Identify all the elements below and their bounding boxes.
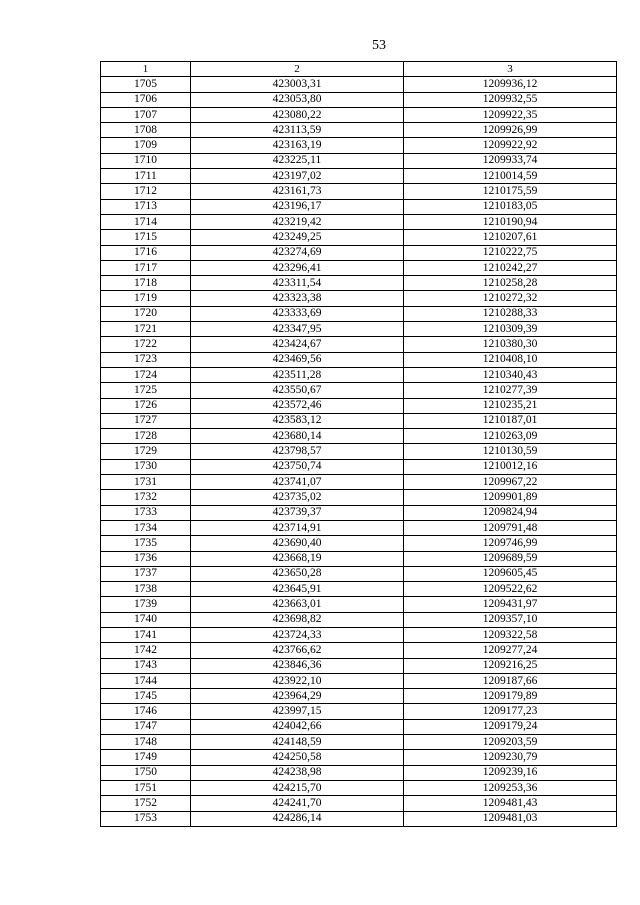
point-number-cell: 1727 [101, 413, 191, 428]
x-coordinate-cell: 423798,57 [191, 444, 404, 459]
point-number-cell: 1720 [101, 306, 191, 321]
x-coordinate-cell: 423311,54 [191, 276, 404, 291]
y-coordinate-cell: 1209179,24 [404, 719, 617, 734]
x-coordinate-cell: 423424,67 [191, 337, 404, 352]
y-coordinate-cell: 1209431,97 [404, 597, 617, 612]
point-number-cell: 1729 [101, 444, 191, 459]
table-row [101, 765, 617, 780]
x-coordinate-cell: 423249,25 [191, 230, 404, 245]
y-coordinate-cell: 1209933,74 [404, 153, 617, 168]
y-coordinate-cell: 1210130,59 [404, 444, 617, 459]
table-row [101, 475, 617, 490]
y-coordinate-cell: 1209322,58 [404, 627, 617, 642]
table-header-row [101, 62, 617, 77]
point-number-cell: 1717 [101, 260, 191, 275]
y-coordinate-cell: 1209177,23 [404, 704, 617, 719]
y-coordinate-cell: 1210222,75 [404, 245, 617, 260]
table-row [101, 643, 617, 658]
y-coordinate-cell: 1209901,89 [404, 490, 617, 505]
x-coordinate-cell: 423724,33 [191, 627, 404, 642]
column-header: 1 [101, 62, 191, 77]
point-number-cell: 1740 [101, 612, 191, 627]
table-row [101, 77, 617, 92]
table-row [101, 138, 617, 153]
x-coordinate-cell: 423163,19 [191, 138, 404, 153]
point-number-cell: 1735 [101, 536, 191, 551]
y-coordinate-cell: 1209481,03 [404, 811, 617, 826]
table-row [101, 490, 617, 505]
x-coordinate-cell: 423964,29 [191, 689, 404, 704]
y-coordinate-cell: 1210190,94 [404, 214, 617, 229]
y-coordinate-cell: 1209824,94 [404, 505, 617, 520]
y-coordinate-cell: 1210175,59 [404, 184, 617, 199]
table-row [101, 689, 617, 704]
point-number-cell: 1730 [101, 459, 191, 474]
y-coordinate-cell: 1209481,43 [404, 796, 617, 811]
x-coordinate-cell: 423161,73 [191, 184, 404, 199]
x-coordinate-cell: 423003,31 [191, 77, 404, 92]
y-coordinate-cell: 1210187,01 [404, 413, 617, 428]
table-row [101, 566, 617, 581]
y-coordinate-cell: 1210263,09 [404, 429, 617, 444]
x-coordinate-cell: 423274,69 [191, 245, 404, 260]
y-coordinate-cell: 1209922,92 [404, 138, 617, 153]
table-row [101, 107, 617, 122]
y-coordinate-cell: 1210014,59 [404, 169, 617, 184]
table-row [101, 184, 617, 199]
y-coordinate-cell: 1210340,43 [404, 367, 617, 382]
x-coordinate-cell: 423690,40 [191, 536, 404, 551]
point-number-cell: 1731 [101, 475, 191, 490]
x-coordinate-cell: 423766,62 [191, 643, 404, 658]
point-number-cell: 1721 [101, 322, 191, 337]
table-row [101, 811, 617, 826]
table-row [101, 780, 617, 795]
point-number-cell: 1752 [101, 796, 191, 811]
x-coordinate-cell: 424215,70 [191, 780, 404, 795]
x-coordinate-cell: 423741,07 [191, 475, 404, 490]
table-row [101, 245, 617, 260]
point-number-cell: 1712 [101, 184, 191, 199]
x-coordinate-cell: 423997,15 [191, 704, 404, 719]
y-coordinate-cell: 1209522,62 [404, 582, 617, 597]
y-coordinate-cell: 1210408,10 [404, 352, 617, 367]
table-row [101, 214, 617, 229]
y-coordinate-cell: 1209239,16 [404, 765, 617, 780]
x-coordinate-cell: 423323,38 [191, 291, 404, 306]
x-coordinate-cell: 424250,58 [191, 750, 404, 765]
y-coordinate-cell: 1209230,79 [404, 750, 617, 765]
point-number-cell: 1711 [101, 169, 191, 184]
table-row [101, 735, 617, 750]
x-coordinate-cell: 423225,11 [191, 153, 404, 168]
table-row [101, 582, 617, 597]
x-coordinate-cell: 423333,69 [191, 306, 404, 321]
y-coordinate-cell: 1210012,16 [404, 459, 617, 474]
point-number-cell: 1726 [101, 398, 191, 413]
column-header: 3 [404, 62, 617, 77]
point-number-cell: 1732 [101, 490, 191, 505]
point-number-cell: 1741 [101, 627, 191, 642]
point-number-cell: 1708 [101, 123, 191, 138]
table-row [101, 719, 617, 734]
x-coordinate-cell: 423053,80 [191, 92, 404, 107]
table-row [101, 658, 617, 673]
y-coordinate-cell: 1210288,33 [404, 306, 617, 321]
y-coordinate-cell: 1209926,99 [404, 123, 617, 138]
x-coordinate-cell: 423650,28 [191, 566, 404, 581]
x-coordinate-cell: 423572,46 [191, 398, 404, 413]
table-row [101, 199, 617, 214]
x-coordinate-cell: 423347,95 [191, 322, 404, 337]
table-row [101, 505, 617, 520]
point-number-cell: 1722 [101, 337, 191, 352]
x-coordinate-cell: 423550,67 [191, 383, 404, 398]
y-coordinate-cell: 1209253,36 [404, 780, 617, 795]
table-row [101, 413, 617, 428]
point-number-cell: 1745 [101, 689, 191, 704]
y-coordinate-cell: 1210277,39 [404, 383, 617, 398]
y-coordinate-cell: 1209791,48 [404, 520, 617, 535]
point-number-cell: 1707 [101, 107, 191, 122]
table-row [101, 444, 617, 459]
y-coordinate-cell: 1209187,66 [404, 673, 617, 688]
table-row [101, 230, 617, 245]
table-row [101, 398, 617, 413]
point-number-cell: 1706 [101, 92, 191, 107]
point-number-cell: 1749 [101, 750, 191, 765]
y-coordinate-cell: 1210183,05 [404, 199, 617, 214]
point-number-cell: 1737 [101, 566, 191, 581]
point-number-cell: 1751 [101, 780, 191, 795]
table-row [101, 92, 617, 107]
point-number-cell: 1744 [101, 673, 191, 688]
x-coordinate-cell: 423219,42 [191, 214, 404, 229]
point-number-cell: 1719 [101, 291, 191, 306]
point-number-cell: 1743 [101, 658, 191, 673]
table-body [101, 77, 617, 827]
x-coordinate-cell: 423113,59 [191, 123, 404, 138]
y-coordinate-cell: 1209746,99 [404, 536, 617, 551]
x-coordinate-cell: 424148,59 [191, 735, 404, 750]
table-row [101, 536, 617, 551]
point-number-cell: 1709 [101, 138, 191, 153]
y-coordinate-cell: 1210380,30 [404, 337, 617, 352]
y-coordinate-cell: 1210207,61 [404, 230, 617, 245]
x-coordinate-cell: 423680,14 [191, 429, 404, 444]
y-coordinate-cell: 1209216,25 [404, 658, 617, 673]
table-row [101, 322, 617, 337]
coordinates-table [100, 61, 617, 827]
y-coordinate-cell: 1210235,21 [404, 398, 617, 413]
table-row [101, 459, 617, 474]
point-number-cell: 1728 [101, 429, 191, 444]
x-coordinate-cell: 423698,82 [191, 612, 404, 627]
point-number-cell: 1714 [101, 214, 191, 229]
x-coordinate-cell: 423663,01 [191, 597, 404, 612]
y-coordinate-cell: 1210242,27 [404, 260, 617, 275]
point-number-cell: 1705 [101, 77, 191, 92]
x-coordinate-cell: 423080,22 [191, 107, 404, 122]
point-number-cell: 1710 [101, 153, 191, 168]
table-row [101, 291, 617, 306]
point-number-cell: 1718 [101, 276, 191, 291]
x-coordinate-cell: 423296,41 [191, 260, 404, 275]
table-row [101, 383, 617, 398]
y-coordinate-cell: 1209179,89 [404, 689, 617, 704]
point-number-cell: 1747 [101, 719, 191, 734]
x-coordinate-cell: 423668,19 [191, 551, 404, 566]
y-coordinate-cell: 1209922,35 [404, 107, 617, 122]
table-row [101, 169, 617, 184]
point-number-cell: 1750 [101, 765, 191, 780]
column-header: 2 [191, 62, 404, 77]
point-number-cell: 1753 [101, 811, 191, 826]
table-row [101, 750, 617, 765]
x-coordinate-cell: 423846,36 [191, 658, 404, 673]
point-number-cell: 1725 [101, 383, 191, 398]
page-number: 53 [372, 38, 386, 53]
y-coordinate-cell: 1209605,45 [404, 566, 617, 581]
point-number-cell: 1739 [101, 597, 191, 612]
table-row [101, 260, 617, 275]
point-number-cell: 1713 [101, 199, 191, 214]
x-coordinate-cell: 423197,02 [191, 169, 404, 184]
y-coordinate-cell: 1209932,55 [404, 92, 617, 107]
table-row [101, 704, 617, 719]
table-row [101, 352, 617, 367]
y-coordinate-cell: 1210309,39 [404, 322, 617, 337]
x-coordinate-cell: 423196,17 [191, 199, 404, 214]
x-coordinate-cell: 423922,10 [191, 673, 404, 688]
point-number-cell: 1736 [101, 551, 191, 566]
y-coordinate-cell: 1209967,22 [404, 475, 617, 490]
y-coordinate-cell: 1209357,10 [404, 612, 617, 627]
point-number-cell: 1734 [101, 520, 191, 535]
point-number-cell: 1715 [101, 230, 191, 245]
x-coordinate-cell: 423469,56 [191, 352, 404, 367]
table-row [101, 337, 617, 352]
y-coordinate-cell: 1210258,28 [404, 276, 617, 291]
x-coordinate-cell: 424238,98 [191, 765, 404, 780]
x-coordinate-cell: 424241,70 [191, 796, 404, 811]
table-row [101, 276, 617, 291]
table-row [101, 520, 617, 535]
y-coordinate-cell: 1210272,32 [404, 291, 617, 306]
point-number-cell: 1723 [101, 352, 191, 367]
table-row [101, 673, 617, 688]
x-coordinate-cell: 423739,37 [191, 505, 404, 520]
point-number-cell: 1724 [101, 367, 191, 382]
x-coordinate-cell: 423735,02 [191, 490, 404, 505]
x-coordinate-cell: 423750,74 [191, 459, 404, 474]
x-coordinate-cell: 423511,28 [191, 367, 404, 382]
table-row [101, 306, 617, 321]
y-coordinate-cell: 1209203,59 [404, 735, 617, 750]
x-coordinate-cell: 423583,12 [191, 413, 404, 428]
point-number-cell: 1733 [101, 505, 191, 520]
table-row [101, 612, 617, 627]
table-row [101, 367, 617, 382]
table-row [101, 551, 617, 566]
table-row [101, 153, 617, 168]
point-number-cell: 1716 [101, 245, 191, 260]
table-row [101, 123, 617, 138]
x-coordinate-cell: 424286,14 [191, 811, 404, 826]
point-number-cell: 1746 [101, 704, 191, 719]
x-coordinate-cell: 424042,66 [191, 719, 404, 734]
point-number-cell: 1748 [101, 735, 191, 750]
table-row [101, 597, 617, 612]
point-number-cell: 1738 [101, 582, 191, 597]
y-coordinate-cell: 1209936,12 [404, 77, 617, 92]
table-row [101, 796, 617, 811]
y-coordinate-cell: 1209277,24 [404, 643, 617, 658]
x-coordinate-cell: 423645,91 [191, 582, 404, 597]
point-number-cell: 1742 [101, 643, 191, 658]
x-coordinate-cell: 423714,91 [191, 520, 404, 535]
table-row [101, 429, 617, 444]
y-coordinate-cell: 1209689,59 [404, 551, 617, 566]
table-row [101, 627, 617, 642]
